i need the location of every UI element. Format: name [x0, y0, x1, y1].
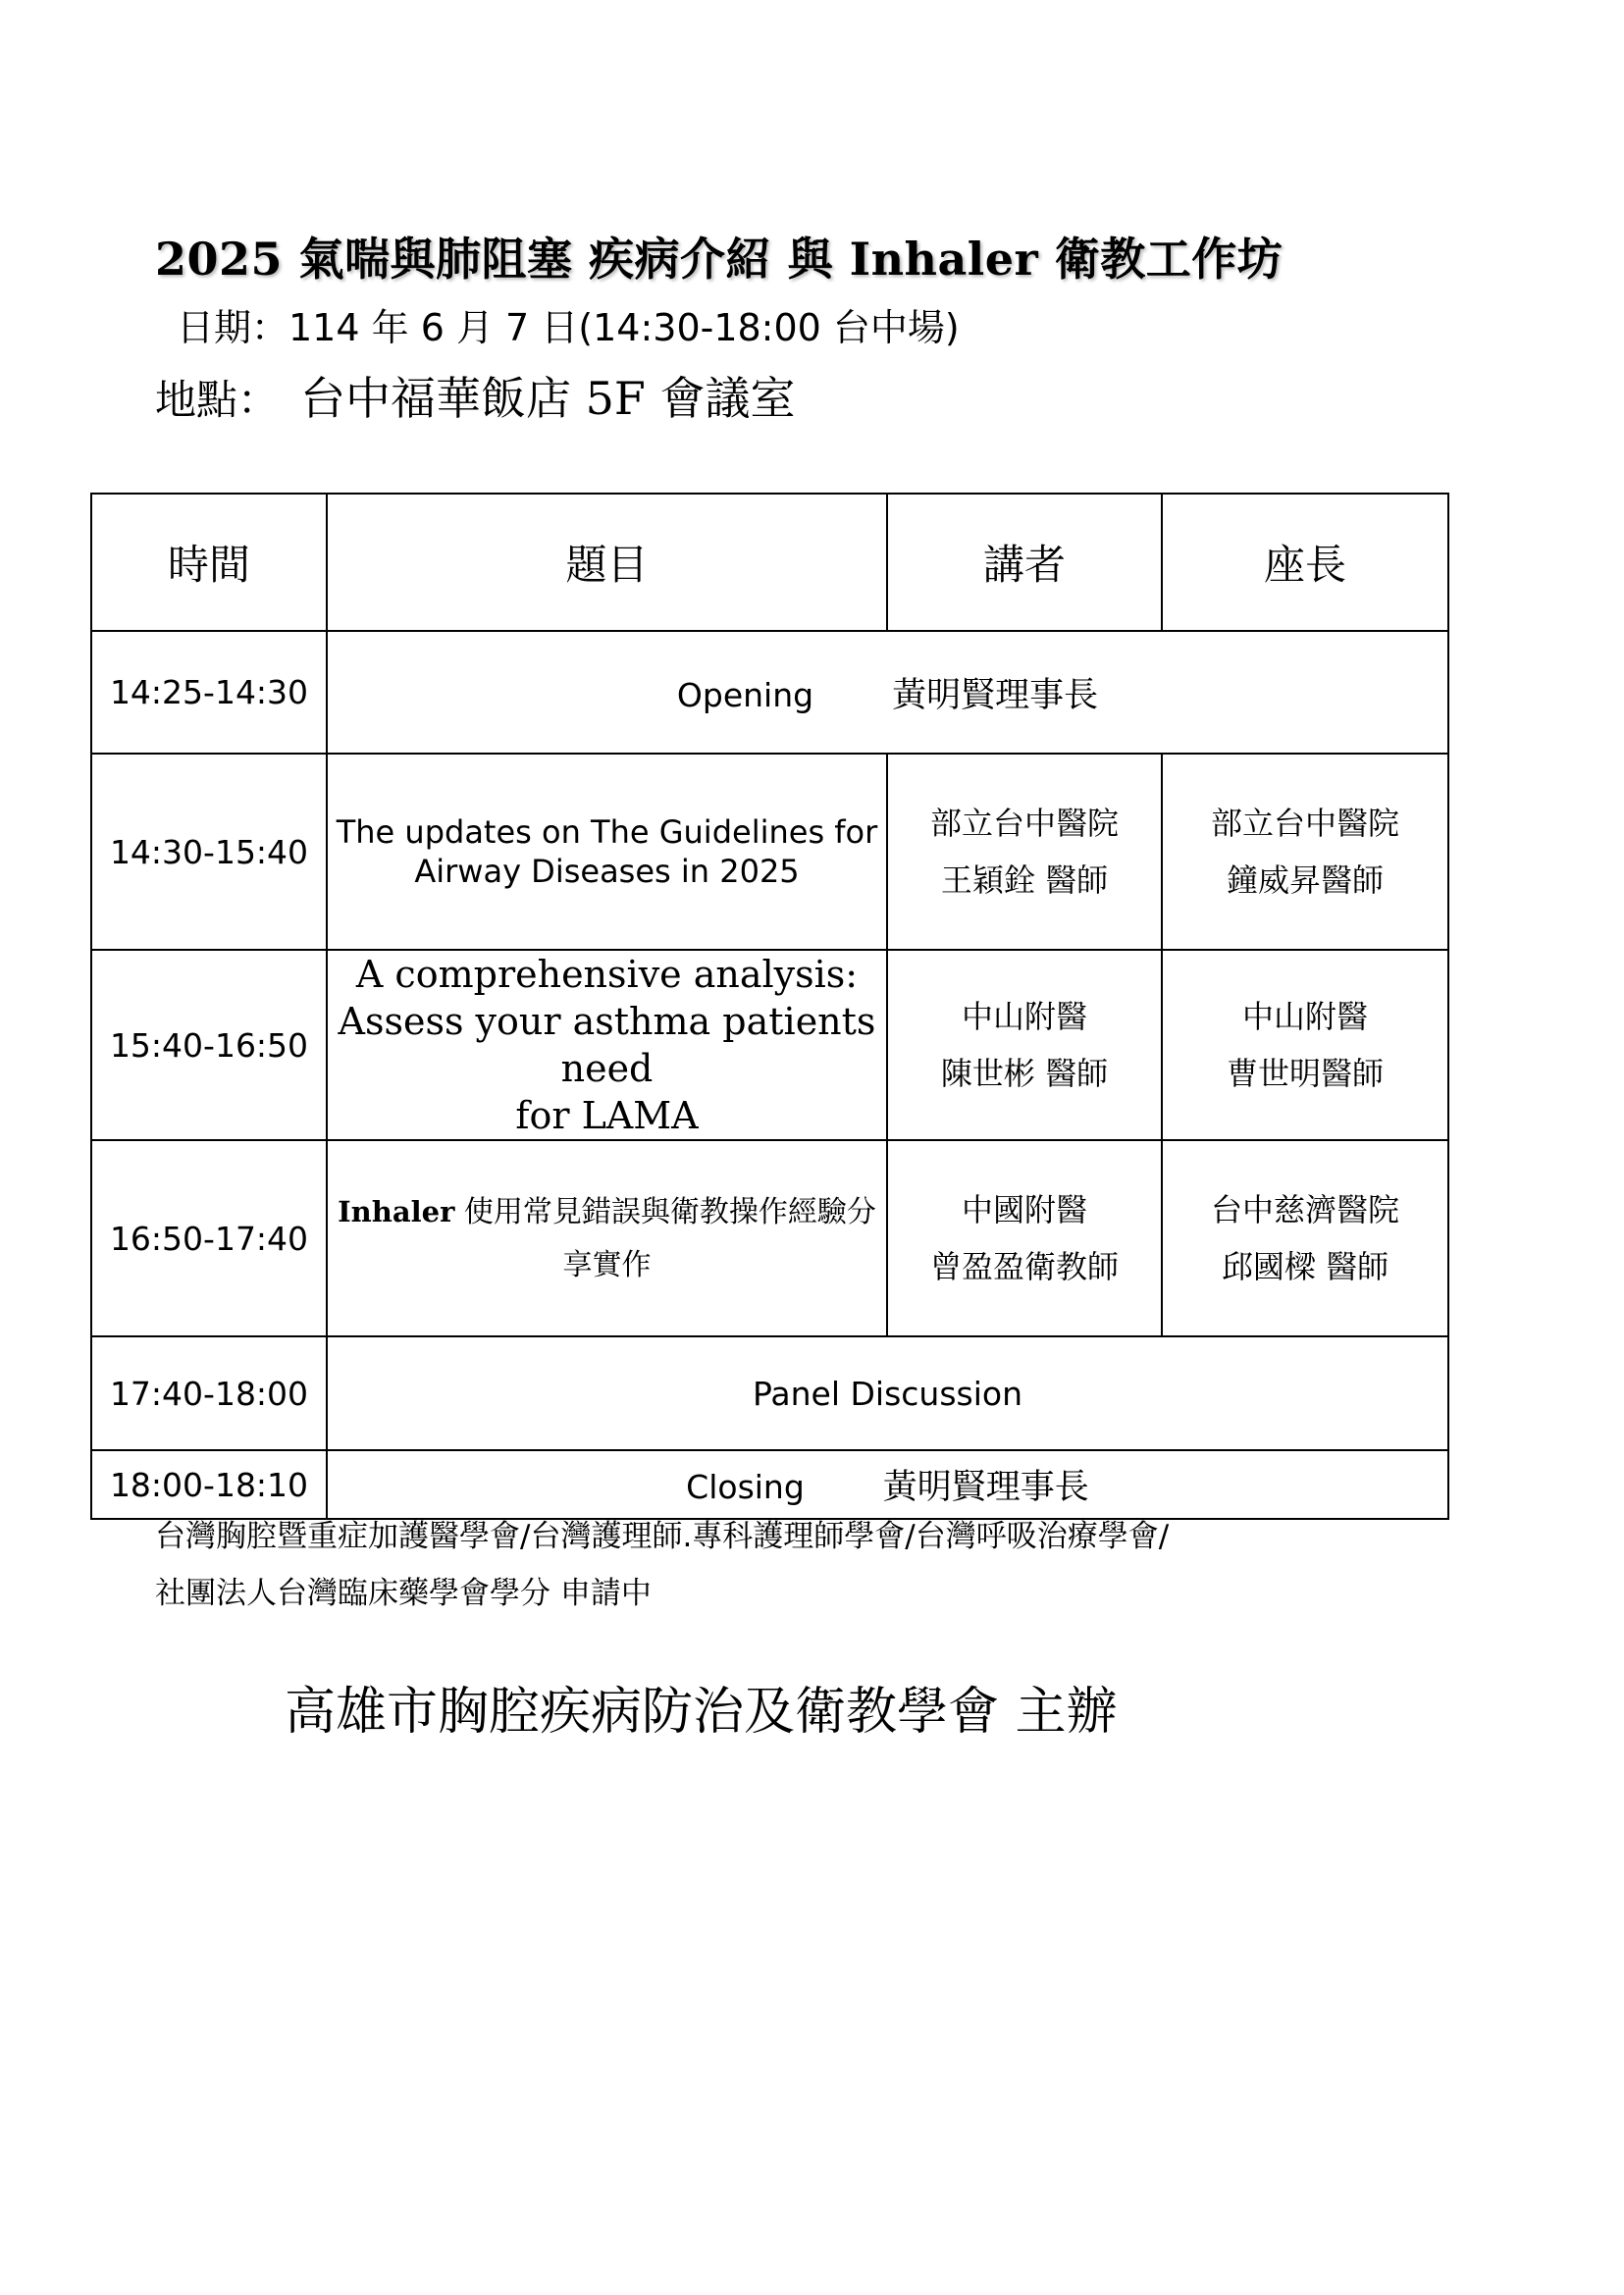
- session-host: 黃明賢理事長: [882, 1468, 1089, 1507]
- session-speaker: [887, 754, 1162, 950]
- topic-line: 享實作: [562, 1247, 652, 1282]
- session-topic: [327, 754, 887, 950]
- session-title: [327, 631, 1448, 754]
- organizer: 高雄市胸腔疾病防治及衛教學會 主辦: [285, 1683, 1118, 1742]
- session-time: 15:40-16:50: [91, 950, 327, 1140]
- venue-value: 台中福華飯店 5F 會議室: [300, 372, 796, 425]
- table-row: [91, 1140, 1448, 1336]
- session-time: 18:00-18:10: [91, 1450, 327, 1519]
- table-row: [91, 631, 1448, 754]
- table-row: [91, 1450, 1448, 1519]
- event-date: 日期：114 年 6 月 7 日(14:30-18:00 台中場): [177, 306, 960, 349]
- session-chair: [1162, 754, 1448, 950]
- session-title: Panel Discussion: [327, 1336, 1448, 1450]
- session-speaker: [887, 1140, 1162, 1336]
- session-topic: [327, 950, 887, 1140]
- table-row: [91, 1336, 1448, 1450]
- credit-note-line-2: 社團法人台灣臨床藥學會學分 申請中: [155, 1576, 652, 1611]
- speaker-name: 王穎銓 醫師: [940, 861, 1109, 899]
- topic-line: Airway Diseases in 2025: [414, 853, 800, 890]
- session-time: 14:25-14:30: [91, 631, 327, 754]
- topic-line: Assess your asthma patients need: [338, 1000, 876, 1090]
- session-time: 14:30-15:40: [91, 754, 327, 950]
- column-header-speaker: 講者: [887, 494, 1162, 631]
- table-row: [91, 950, 1448, 1140]
- venue-label: 地點：: [155, 376, 280, 424]
- session-title-text: Closing: [686, 1468, 805, 1506]
- session-chair: [1162, 1140, 1448, 1336]
- chair-affiliation: 台中慈濟醫院: [1210, 1191, 1399, 1228]
- chair-affiliation: 部立台中醫院: [1210, 805, 1399, 842]
- page-title: 2025 氣喘與肺阻塞 疾病介紹 與 Inhaler 衛教工作坊: [155, 233, 1283, 286]
- chair-name: 邱國樑 醫師: [1221, 1248, 1389, 1285]
- topic-rest: 使用常見錯誤與衛教操作經驗分: [454, 1194, 876, 1229]
- session-chair: [1162, 950, 1448, 1140]
- speaker-affiliation: 中國附醫: [961, 1191, 1087, 1228]
- column-header-topic: 題目: [327, 494, 887, 631]
- table-header-row: [91, 494, 1448, 631]
- event-venue: [155, 363, 795, 428]
- topic-line: for LAMA: [515, 1094, 699, 1137]
- schedule-table: [90, 493, 1449, 1520]
- chair-name: 鐘威昇醫師: [1226, 861, 1384, 899]
- speaker-affiliation: 中山附醫: [961, 998, 1087, 1035]
- credit-note-line-1: 台灣胸腔暨重症加護醫學會/台灣護理師.專科護理師學會/台灣呼吸治療學會/: [155, 1519, 1170, 1554]
- session-time: 17:40-18:00: [91, 1336, 327, 1450]
- chair-affiliation: 中山附醫: [1241, 998, 1368, 1035]
- session-speaker: [887, 950, 1162, 1140]
- session-time: 16:50-17:40: [91, 1140, 327, 1336]
- chair-name: 曹世明醫師: [1226, 1055, 1384, 1092]
- topic-line: The updates on The Guidelines for: [336, 813, 878, 851]
- session-title-text: Opening: [676, 675, 814, 714]
- topic-lead: Inhaler: [338, 1194, 455, 1228]
- topic-line: A comprehensive analysis:: [355, 953, 859, 996]
- session-title: [327, 1450, 1448, 1519]
- table-row: [91, 754, 1448, 950]
- column-header-chair: 座長: [1162, 494, 1448, 631]
- column-header-time: 時間: [91, 494, 327, 631]
- speaker-name: 曾盈盈衛教師: [929, 1248, 1119, 1285]
- speaker-affiliation: 部立台中醫院: [929, 805, 1119, 842]
- speaker-name: 陳世彬 醫師: [940, 1055, 1109, 1092]
- session-topic: [327, 1140, 887, 1336]
- session-host: 黃明賢理事長: [892, 675, 1099, 715]
